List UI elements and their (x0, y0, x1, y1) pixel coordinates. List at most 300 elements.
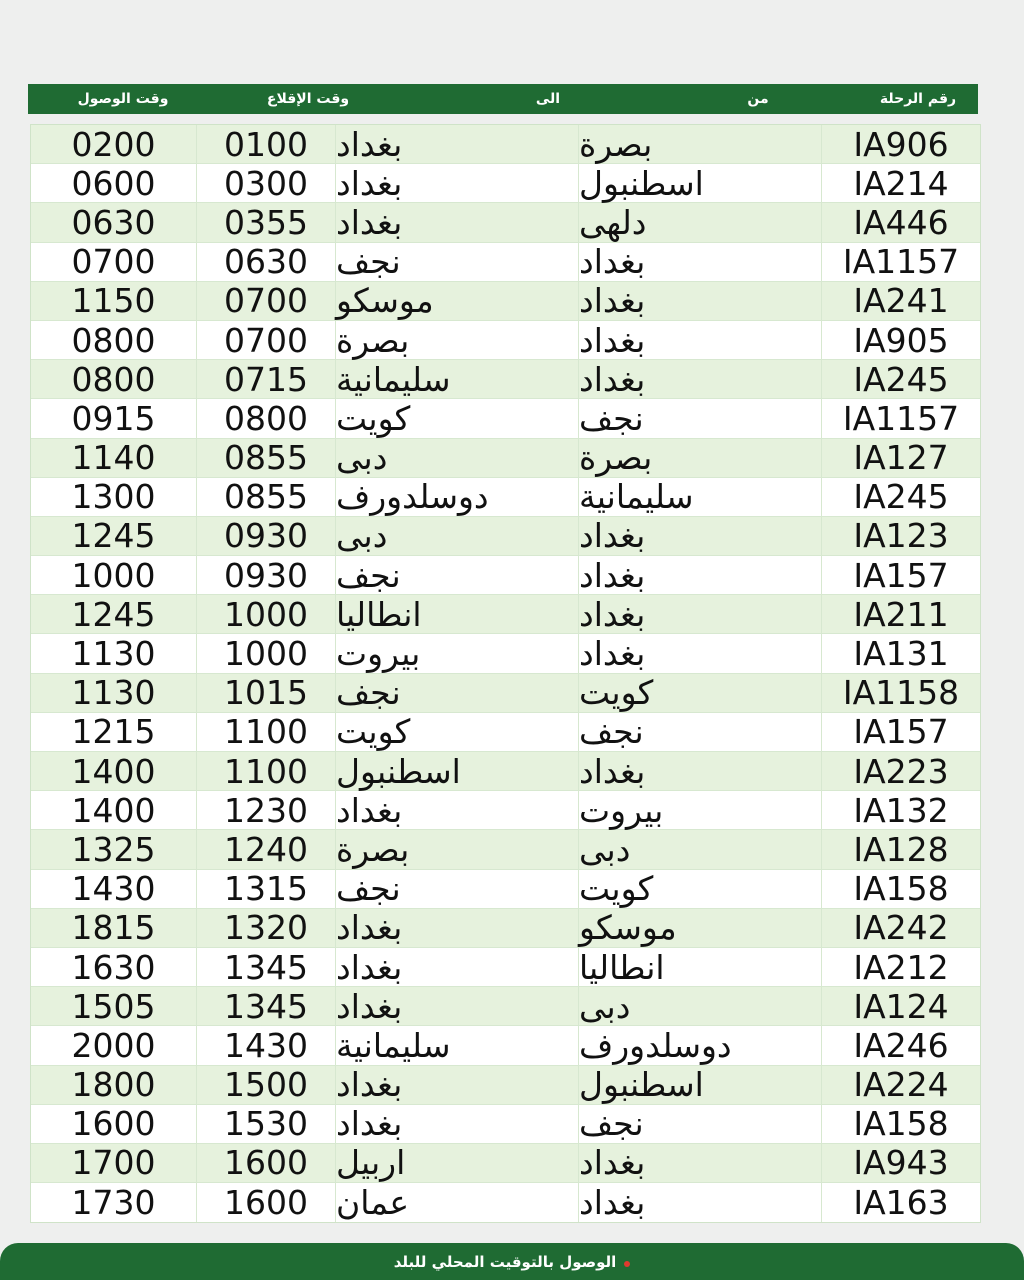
table-header (28, 84, 978, 114)
table-row (31, 556, 980, 595)
departure-time-cell-text: 1000 (224, 594, 308, 634)
arrival-time-cell-text: 1140 (71, 438, 156, 478)
destination-cell-text: بيروت (336, 634, 421, 674)
arrival-time-cell-text: 1600 (71, 1104, 156, 1144)
arrival-time-cell-text: 1150 (71, 281, 156, 321)
departure-time-cell-text: 0800 (224, 398, 308, 438)
flight-number-cell-text: IA1157 (842, 398, 960, 438)
departure-time-cell-text: 0700 (224, 281, 308, 321)
departure-time-cell-text: 1230 (224, 790, 308, 830)
flight-number-cell-text: IA131 (853, 634, 949, 674)
origin-cell (578, 948, 821, 986)
flight-number-cell (821, 830, 980, 868)
arrival-time-cell (31, 830, 196, 868)
flight-number-cell (821, 478, 980, 516)
origin-cell-text: بغداد (579, 634, 646, 674)
departure-time-cell-text: 1100 (224, 712, 308, 752)
flight-number-cell-text: IA127 (853, 438, 949, 478)
arrival-time-cell (31, 1026, 196, 1064)
table-row (31, 439, 980, 478)
destination-cell (335, 1066, 578, 1104)
origin-cell-text: بغداد (579, 516, 646, 556)
origin-cell-text: بغداد (579, 555, 646, 595)
departure-time-cell (196, 1144, 335, 1182)
origin-cell (578, 595, 821, 633)
departure-time-cell (196, 478, 335, 516)
destination-cell-text: بغداد (336, 790, 403, 830)
departure-time-cell (196, 674, 335, 712)
departure-time-cell (196, 909, 335, 947)
departure-time-cell-text: 1530 (224, 1104, 308, 1144)
destination-cell (335, 791, 578, 829)
flight-number-cell (821, 164, 980, 202)
destination-cell-text: بصرة (336, 320, 410, 360)
arrival-time-cell-text: 0800 (71, 320, 156, 360)
origin-cell (578, 752, 821, 790)
destination-cell (335, 1026, 578, 1064)
flight-number-cell (821, 517, 980, 555)
departure-time-cell (196, 713, 335, 751)
destination-cell (335, 556, 578, 594)
destination-cell-text: سليمانية (336, 1025, 451, 1065)
arrival-time-cell-text: 1215 (71, 712, 156, 752)
destination-cell (335, 203, 578, 241)
origin-cell-text: نجف (579, 1104, 644, 1144)
table-row (31, 517, 980, 556)
destination-cell-text: بغداد (336, 947, 403, 987)
header-departure-time: وقت الإقلاع (266, 91, 350, 107)
arrival-time-cell (31, 360, 196, 398)
arrival-time-cell-text: 1815 (71, 908, 156, 948)
arrival-time-cell (31, 595, 196, 633)
footer-note-text: الوصول بالتوقيت المحلي للبلد (393, 1252, 617, 1271)
arrival-time-cell-text: 1245 (71, 594, 156, 634)
flight-number-cell-text: IA214 (853, 163, 949, 203)
destination-cell (335, 595, 578, 633)
departure-time-cell (196, 556, 335, 594)
origin-cell (578, 1105, 821, 1143)
header-from: من (747, 91, 769, 107)
destination-cell-text: دوسلدورف (336, 477, 489, 517)
destination-cell (335, 321, 578, 359)
origin-cell (578, 909, 821, 947)
departure-time-cell-text: 1430 (224, 1025, 308, 1065)
arrival-time-cell-text: 1505 (71, 986, 156, 1026)
departure-time-cell (196, 321, 335, 359)
arrival-time-cell-text: 1130 (71, 634, 156, 674)
destination-cell (335, 634, 578, 672)
departure-time-cell (196, 125, 335, 163)
flight-number-cell (821, 1144, 980, 1182)
table-row (31, 1183, 980, 1222)
departure-time-cell (196, 1026, 335, 1064)
origin-cell-text: بغداد (579, 359, 646, 399)
departure-time-cell (196, 595, 335, 633)
origin-cell-text: بغداد (579, 320, 646, 360)
departure-time-cell (196, 634, 335, 672)
footer-note (394, 1253, 631, 1271)
flight-number-cell (821, 791, 980, 829)
departure-time-cell-text: 0855 (224, 438, 308, 478)
arrival-time-cell (31, 243, 196, 281)
table-row (31, 478, 980, 517)
flight-number-cell-text: IA132 (853, 790, 949, 830)
origin-cell-text: كويت (579, 869, 654, 909)
flight-number-cell (821, 1183, 980, 1222)
arrival-time-cell (31, 1144, 196, 1182)
departure-time-cell (196, 439, 335, 477)
destination-cell-text: بغداد (336, 202, 403, 242)
departure-time-cell-text: 0855 (224, 477, 308, 517)
origin-cell (578, 203, 821, 241)
flight-number-cell-text: IA158 (853, 869, 949, 909)
origin-cell-text: نجف (579, 398, 644, 438)
table-row (31, 243, 980, 282)
flight-number-cell-text: IA943 (853, 1143, 949, 1183)
origin-cell-text: دبى (579, 986, 631, 1026)
destination-cell (335, 517, 578, 555)
flight-number-cell (821, 987, 980, 1025)
arrival-time-cell (31, 791, 196, 829)
destination-cell (335, 125, 578, 163)
arrival-time-cell-text: 1800 (71, 1065, 156, 1105)
destination-cell (335, 1144, 578, 1182)
arrival-time-cell-text: 0600 (71, 163, 156, 203)
flight-number-cell-text: IA124 (853, 986, 949, 1026)
origin-cell-text: بغداد (579, 594, 646, 634)
flight-number-cell (821, 439, 980, 477)
footer-note-bar (0, 1243, 1024, 1280)
flight-number-cell-text: IA245 (853, 359, 949, 399)
flight-number-cell-text: IA158 (853, 1104, 949, 1144)
departure-time-cell-text: 0930 (224, 516, 308, 556)
flight-number-cell (821, 1066, 980, 1104)
arrival-time-cell (31, 321, 196, 359)
arrival-time-cell (31, 1183, 196, 1222)
destination-cell-text: نجف (336, 555, 401, 595)
origin-cell (578, 321, 821, 359)
table-row (31, 399, 980, 438)
arrival-time-cell-text: 1300 (71, 477, 156, 517)
destination-cell (335, 164, 578, 202)
departure-time-cell-text: 1000 (224, 634, 308, 674)
origin-cell-text: اسطنبول (579, 163, 704, 203)
destination-cell (335, 1105, 578, 1143)
origin-cell (578, 399, 821, 437)
destination-cell-text: نجف (336, 242, 401, 282)
destination-cell-text: دبى (336, 516, 388, 556)
origin-cell (578, 478, 821, 516)
arrival-time-cell (31, 478, 196, 516)
flight-number-cell (821, 909, 980, 947)
destination-cell (335, 360, 578, 398)
arrival-time-cell (31, 1066, 196, 1104)
departure-time-cell (196, 517, 335, 555)
flight-number-cell-text: IA906 (853, 124, 949, 164)
flight-number-cell (821, 713, 980, 751)
origin-cell-text: بيروت (579, 790, 664, 830)
departure-time-cell (196, 1066, 335, 1104)
table-row (31, 948, 980, 987)
flight-number-cell (821, 321, 980, 359)
departure-time-cell-text: 1345 (224, 986, 308, 1026)
destination-cell-text: بغداد (336, 1104, 403, 1144)
origin-cell-text: بغداد (579, 1143, 646, 1183)
table-row (31, 909, 980, 948)
flight-number-cell (821, 282, 980, 320)
flight-number-cell-text: IA123 (853, 516, 949, 556)
departure-time-cell (196, 164, 335, 202)
flight-number-cell-text: IA241 (853, 281, 949, 321)
origin-cell (578, 674, 821, 712)
arrival-time-cell (31, 752, 196, 790)
arrival-time-cell (31, 1105, 196, 1143)
departure-time-cell-text: 0630 (224, 242, 308, 282)
destination-cell (335, 752, 578, 790)
flight-number-cell (821, 556, 980, 594)
origin-cell (578, 713, 821, 751)
destination-cell-text: نجف (336, 869, 401, 909)
origin-cell (578, 1183, 821, 1222)
flight-number-cell (821, 674, 980, 712)
arrival-time-cell (31, 282, 196, 320)
table-row (31, 321, 980, 360)
arrival-time-cell-text: 1400 (71, 751, 156, 791)
arrival-time-cell (31, 125, 196, 163)
arrival-time-cell-text: 1630 (71, 947, 156, 987)
arrival-time-cell-text: 1700 (71, 1143, 156, 1183)
departure-time-cell-text: 1315 (224, 869, 308, 909)
origin-cell (578, 1144, 821, 1182)
arrival-time-cell (31, 517, 196, 555)
table-row (31, 752, 980, 791)
departure-time-cell (196, 1105, 335, 1143)
table-row (31, 595, 980, 634)
origin-cell (578, 164, 821, 202)
table-row (31, 713, 980, 752)
flight-number-cell-text: IA245 (853, 477, 949, 517)
destination-cell-text: بصرة (336, 829, 410, 869)
destination-cell-text: سليمانية (336, 359, 451, 399)
origin-cell-text: دلهى (579, 202, 647, 242)
destination-cell-text: نجف (336, 673, 401, 713)
origin-cell (578, 830, 821, 868)
flight-number-cell-text: IA157 (853, 555, 949, 595)
flight-number-cell-text: IA157 (853, 712, 949, 752)
flight-number-cell-text: IA211 (853, 594, 949, 634)
arrival-time-cell-text: 1400 (71, 790, 156, 830)
arrival-time-cell (31, 399, 196, 437)
origin-cell (578, 791, 821, 829)
arrival-time-cell (31, 909, 196, 947)
arrival-time-cell-text: 0915 (71, 398, 156, 438)
origin-cell (578, 870, 821, 908)
destination-cell (335, 243, 578, 281)
destination-cell (335, 948, 578, 986)
origin-cell (578, 634, 821, 672)
departure-time-cell-text: 0930 (224, 555, 308, 595)
destination-cell (335, 282, 578, 320)
departure-time-cell (196, 948, 335, 986)
flight-number-cell (821, 1105, 980, 1143)
destination-cell-text: كويت (336, 398, 411, 438)
departure-time-cell-text: 0300 (224, 163, 308, 203)
table-row (31, 634, 980, 673)
destination-cell (335, 439, 578, 477)
table-row (31, 1066, 980, 1105)
header-flight-number: رقم الرحلة (879, 91, 957, 107)
flight-number-cell (821, 243, 980, 281)
arrival-time-cell (31, 203, 196, 241)
origin-cell-text: انطاليا (579, 947, 665, 987)
header-to: الى (535, 91, 561, 107)
arrival-time-cell-text: 1325 (71, 829, 156, 869)
origin-cell-text: بصرة (579, 438, 653, 478)
arrival-time-cell (31, 556, 196, 594)
origin-cell (578, 282, 821, 320)
origin-cell-text: بصرة (579, 124, 653, 164)
destination-cell-text: بغداد (336, 124, 403, 164)
destination-cell (335, 987, 578, 1025)
departure-time-cell (196, 870, 335, 908)
arrival-time-cell-text: 0630 (71, 202, 156, 242)
departure-time-cell-text: 1100 (224, 751, 308, 791)
destination-cell (335, 870, 578, 908)
arrival-time-cell (31, 870, 196, 908)
departure-time-cell-text: 1600 (224, 1183, 308, 1223)
departure-time-cell (196, 203, 335, 241)
destination-cell-text: بغداد (336, 163, 403, 203)
origin-cell (578, 360, 821, 398)
table-row (31, 870, 980, 909)
arrival-time-cell-text: 0700 (71, 242, 156, 282)
arrival-time-cell (31, 164, 196, 202)
departure-time-cell-text: 1320 (224, 908, 308, 948)
arrival-time-cell (31, 987, 196, 1025)
arrival-time-cell (31, 439, 196, 477)
arrival-time-cell (31, 674, 196, 712)
destination-cell-text: اربيل (336, 1143, 406, 1183)
flight-number-cell-text: IA223 (853, 751, 949, 791)
origin-cell-text: اسطنبول (579, 1065, 704, 1105)
destination-cell-text: عمان (336, 1183, 410, 1223)
destination-cell (335, 478, 578, 516)
flight-number-cell (821, 634, 980, 672)
origin-cell-text: سليمانية (579, 477, 694, 517)
origin-cell-text: نجف (579, 712, 644, 752)
table-row (31, 125, 980, 164)
destination-cell (335, 399, 578, 437)
arrival-time-cell-text: 1245 (71, 516, 156, 556)
flight-number-cell-text: IA212 (853, 947, 949, 987)
destination-cell-text: موسكو (336, 281, 434, 321)
origin-cell-text: دبى (579, 829, 631, 869)
destination-cell (335, 1183, 578, 1222)
flight-number-cell-text: IA905 (853, 320, 949, 360)
departure-time-cell (196, 987, 335, 1025)
flight-number-cell-text: IA224 (853, 1065, 949, 1105)
table-row (31, 987, 980, 1026)
departure-time-cell-text: 1015 (224, 673, 308, 713)
destination-cell-text: كويت (336, 712, 411, 752)
destination-cell-text: دبى (336, 438, 388, 478)
departure-time-cell-text: 1240 (224, 829, 308, 869)
flight-number-cell (821, 1026, 980, 1064)
arrival-time-cell-text: 1130 (71, 673, 156, 713)
table-row (31, 1144, 980, 1183)
destination-cell-text: انطاليا (336, 594, 422, 634)
destination-cell (335, 674, 578, 712)
flight-number-cell-text: IA242 (853, 908, 949, 948)
departure-time-cell (196, 282, 335, 320)
flight-number-cell (821, 360, 980, 398)
departure-time-cell (196, 360, 335, 398)
arrival-time-cell-text: 1430 (71, 869, 156, 909)
flight-number-cell (821, 752, 980, 790)
flight-number-cell-text: IA163 (853, 1183, 949, 1223)
bullet-icon (624, 1261, 630, 1267)
table-row (31, 1026, 980, 1065)
destination-cell-text: بغداد (336, 1065, 403, 1105)
departure-time-cell-text: 1500 (224, 1065, 308, 1105)
departure-time-cell-text: 0100 (224, 124, 308, 164)
departure-time-cell (196, 243, 335, 281)
flight-number-cell (821, 870, 980, 908)
table-row (31, 164, 980, 203)
arrival-time-cell (31, 713, 196, 751)
origin-cell (578, 1066, 821, 1104)
flight-number-cell-text: IA446 (853, 202, 949, 242)
departure-time-cell (196, 752, 335, 790)
destination-cell-text: بغداد (336, 908, 403, 948)
flight-number-cell (821, 203, 980, 241)
origin-cell-text: موسكو (579, 908, 677, 948)
arrival-time-cell-text: 0200 (71, 124, 156, 164)
flight-number-cell-text: IA1158 (842, 673, 960, 713)
origin-cell (578, 125, 821, 163)
flight-number-cell-text: IA128 (853, 829, 949, 869)
flight-number-cell (821, 948, 980, 986)
table-row (31, 203, 980, 242)
origin-cell (578, 556, 821, 594)
flight-number-cell-text: IA246 (853, 1025, 949, 1065)
arrival-time-cell (31, 948, 196, 986)
table-row (31, 360, 980, 399)
origin-cell (578, 1026, 821, 1064)
flight-schedule-table (30, 124, 981, 1223)
origin-cell (578, 987, 821, 1025)
arrival-time-cell-text: 1000 (71, 555, 156, 595)
origin-cell-text: دوسلدورف (579, 1025, 732, 1065)
origin-cell (578, 439, 821, 477)
departure-time-cell-text: 1345 (224, 947, 308, 987)
origin-cell-text: بغداد (579, 1183, 646, 1223)
table-row (31, 674, 980, 713)
departure-time-cell-text: 0715 (224, 359, 308, 399)
arrival-time-cell (31, 634, 196, 672)
origin-cell-text: بغداد (579, 281, 646, 321)
arrival-time-cell-text: 2000 (71, 1025, 156, 1065)
flight-number-cell (821, 125, 980, 163)
arrival-time-cell-text: 1730 (71, 1183, 156, 1223)
origin-cell (578, 517, 821, 555)
table-row (31, 282, 980, 321)
departure-time-cell (196, 830, 335, 868)
arrival-time-cell-text: 0800 (71, 359, 156, 399)
departure-time-cell (196, 399, 335, 437)
destination-cell-text: اسطنبول (336, 751, 461, 791)
origin-cell-text: بغداد (579, 751, 646, 791)
